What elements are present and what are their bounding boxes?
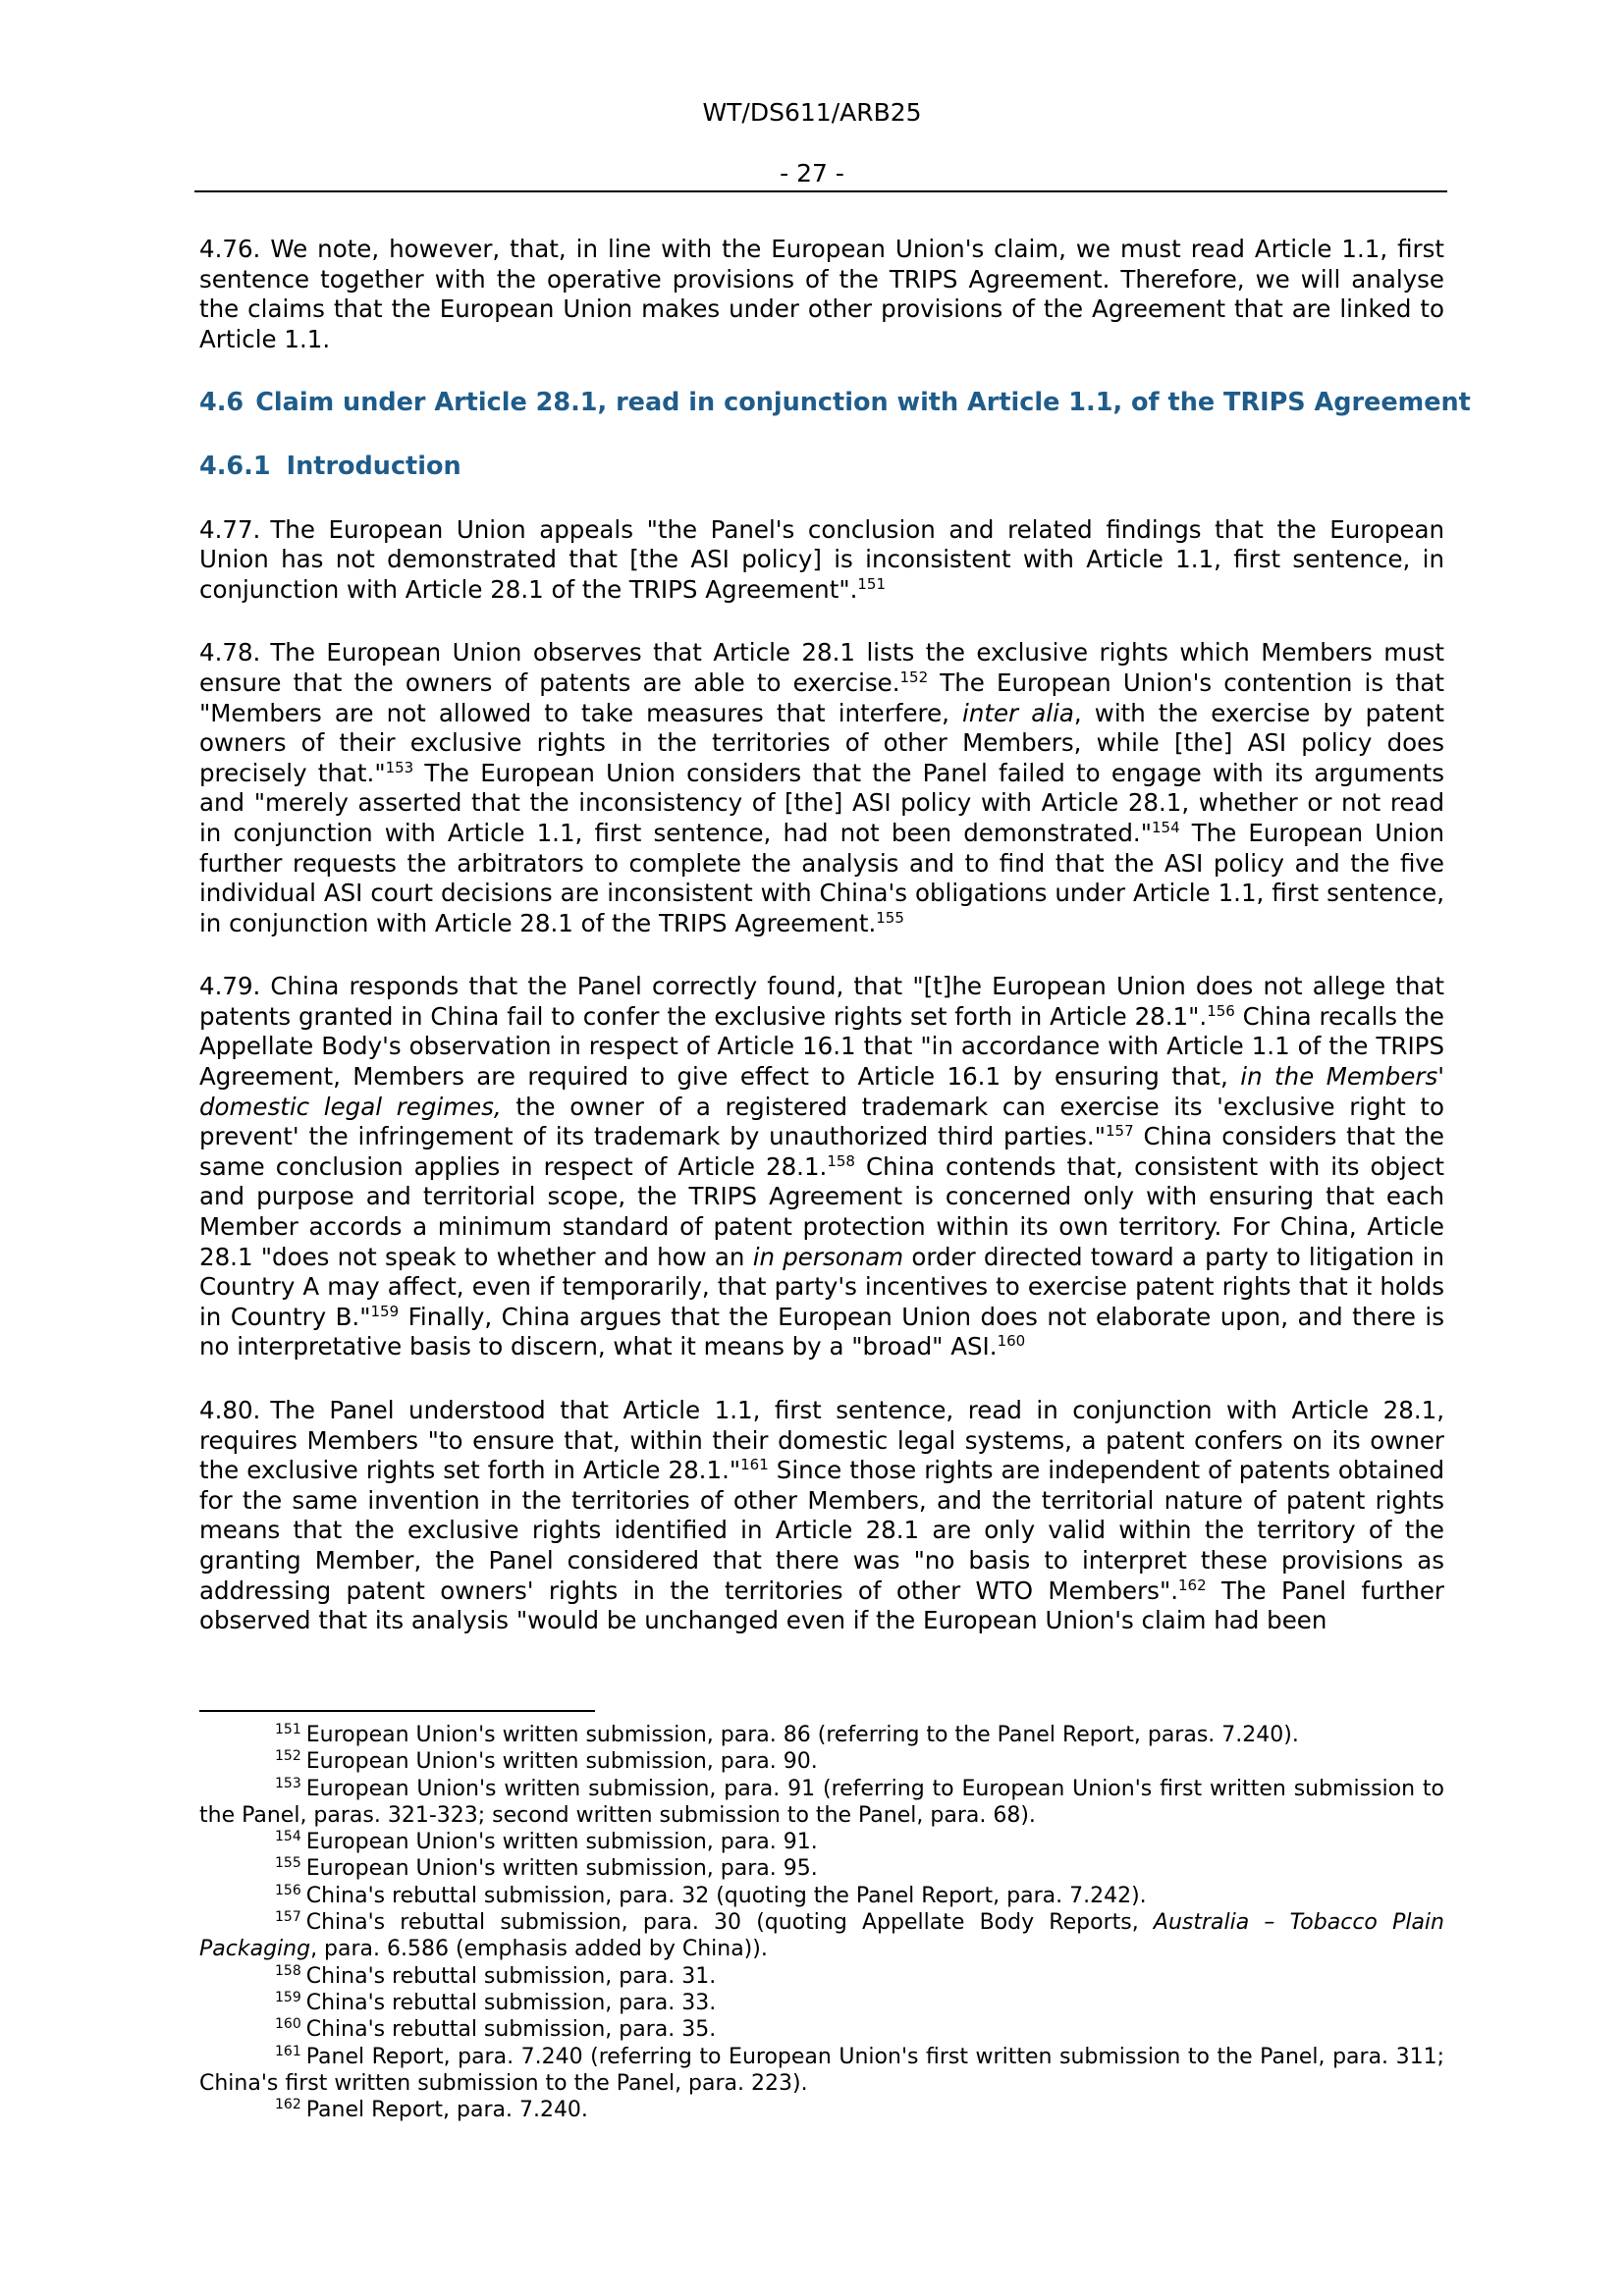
footnote-number: 157: [275, 1909, 301, 1926]
footnote-separator: [199, 1710, 595, 1712]
footnote-number: 159: [275, 1989, 301, 2005]
footnote-154: [199, 1829, 1444, 1855]
footnote-number: 153: [275, 1775, 301, 1791]
footnote-text: European Union's written submission, para. 95.: [305, 1856, 818, 1882]
footnote-ref[interactable]: 162: [1178, 1575, 1207, 1594]
footnote-151: [199, 1722, 1444, 1748]
paragraph-number: 4.77.: [199, 514, 261, 544]
body-text: [199, 235, 1471, 1670]
footnote-number: 151: [275, 1722, 301, 1737]
paragraph-text: The Panel further observed that its analysis "would be unchanged even if the European Union's claim had been: [199, 1575, 1444, 1635]
footnote-ref[interactable]: 152: [899, 667, 929, 686]
footnote-text: , para. 6.586 (emphasis added by China)).: [310, 1937, 768, 1962]
footnote-text: European Union's written submission, para. 91.: [305, 1830, 818, 1855]
paragraph-text: China responds that the Panel correctly found, that "[t]he European Union does not allege that patents granted in China fail to confer the exclusive rights set forth in Article 28.1".: [199, 972, 1444, 1031]
footnote-155: [199, 1855, 1444, 1882]
paragraph-number: 4.76.: [199, 235, 261, 263]
footnote-text: European Union's written submission, para. 90.: [305, 1749, 818, 1775]
footnote-152: [199, 1748, 1444, 1775]
footnote-162: [199, 2097, 1444, 2123]
paragraph-4-79: [199, 972, 1444, 1362]
paragraph-text: The European Union appeals "the Panel's conclusion and related findings that the European Union has not demonstrated that [the ASI policy] is inconsistent with Article 1.1, first sentence, in conjunction with Article 28.1 of the TRIPS Agreement".: [199, 514, 1444, 604]
section-title: Claim under Article 28.1, read in conjunction with Article 1.1, of the TRIPS Agreement: [255, 388, 1471, 418]
header-divider: [194, 190, 1447, 192]
footnote-ref[interactable]: 160: [997, 1332, 1026, 1351]
footnote-text: Panel Report, para. 7.240 (referring to European Union's first written submission to the Panel, para. 311; China's first written submission to the Panel, para. 223).: [199, 2044, 1444, 2096]
paragraph-4-78: [199, 638, 1444, 938]
paragraph-text: We note, however, that, in line with the European Union's claim, we must read Article 1.1, first sentence together with the operative provisions of the TRIPS Agreement. Therefore, we will analyse the claims that the European Union makes under other provisions of the Agreement that are linked to Article 1.1.: [199, 235, 1444, 353]
footnote-ref[interactable]: 153: [385, 758, 414, 776]
paragraph-text: Finally, China argues that the European Union does not elaborate upon, and there is no interpretative basis to discern, what it means by a "broad" ASI.: [199, 1302, 1445, 1362]
footnote-number: 160: [275, 2016, 301, 2033]
footnote-number: 162: [275, 2097, 301, 2113]
footnote-158: [199, 1963, 1444, 1990]
footnote-text: China's rebuttal submission, para. 35.: [305, 2017, 717, 2043]
paragraph-text: China considers that the same conclusion applies in respect of Article 28.1.: [199, 1122, 1444, 1181]
paragraph-4-77: [199, 515, 1444, 606]
paragraph-number: 4.79.: [199, 972, 261, 1001]
paragraph-text: the owner of a registered trademark can exercise its 'exclusive right to prevent' the infringement of its trademark by unauthorized third parties.": [199, 1092, 1445, 1151]
footnote-number: 158: [275, 1962, 301, 1979]
paragraph-text: China contends that, consistent with its object and purpose and territorial scope, the TRIPS Agreement is concerned only with ensuring that each Member accords a minimum standard of patent protection within its own territory. For China, Article 28.1 "does not speak to whether and how an: [199, 1151, 1444, 1271]
footnote-text: Panel Report, para. 7.240.: [305, 2098, 588, 2123]
footnote-text: China's rebuttal submission, para. 32 (quoting the Panel Report, para. 7.242).: [305, 1883, 1147, 1908]
page-number: - 27 -: [780, 159, 844, 187]
footnote-ref[interactable]: 161: [740, 1456, 769, 1474]
section-heading-4-6-1: [199, 452, 1444, 482]
section-heading-4-6: [199, 388, 1471, 418]
paragraph-number: 4.80.: [199, 1396, 261, 1424]
footnote-number: 156: [275, 1882, 301, 1898]
footnote-text: China's rebuttal submission, para. 30 (quoting Appellate Body Reports,: [305, 1910, 1154, 1936]
paragraph-4-76: [199, 235, 1444, 354]
footnote-160: [199, 2016, 1444, 2043]
case-title: Australia – Tobacco Plain Packaging: [199, 1910, 1444, 1962]
footnote-ref[interactable]: 159: [370, 1302, 400, 1320]
footnote-number: 155: [275, 1855, 301, 1872]
footnote-ref[interactable]: 155: [876, 908, 904, 927]
footnotes: [199, 1722, 1444, 2123]
footnote-157: [199, 1909, 1444, 1963]
section-number: 4.6.1: [199, 451, 271, 481]
footnote-ref[interactable]: 151: [857, 574, 887, 593]
footnote-number: 154: [275, 1829, 301, 1845]
paragraph-text: Since those rights are independent of patents obtained for the same invention in the territories of other Members, and the territorial nature of patent rights means that the exclusive rights identified in Article 28.1 are only valid within the territory of the granting Member, the Panel considered that there was "no basis to interpret these provisions as addressing patent owners' rights in the territories of other WTO Members".: [199, 1456, 1444, 1605]
footnote-ref[interactable]: 157: [1105, 1122, 1134, 1141]
footnote-153: [199, 1776, 1444, 1830]
section-title: Introduction: [286, 451, 461, 481]
document-symbol: WT/DS611/ARB25: [702, 98, 922, 127]
footnote-number: 152: [275, 1748, 301, 1765]
footnote-text: China's rebuttal submission, para. 31.: [305, 1963, 717, 1989]
footnote-text: European Union's written submission, para. 91 (referring to European Union's first written submission to the Panel, paras. 321-323; second written submission to the Panel, para. 68).: [199, 1776, 1444, 1828]
paragraph-number: 4.78.: [199, 638, 261, 667]
paragraph-4-80: [199, 1396, 1444, 1636]
footnote-159: [199, 1990, 1444, 2016]
footnote-ref[interactable]: 154: [1151, 818, 1180, 836]
paragraph-text: The European Union observes that Article 28.1 lists the exclusive rights which Members must ensure that the owners of patents are able to exercise.: [199, 638, 1444, 697]
paragraph-text: order directed toward a party to litigation in Country A may affect, even if temporarily, that party's incentives to exercise patent rights that it holds in Country B.": [199, 1242, 1445, 1331]
emphasis-text: in personam: [752, 1242, 904, 1271]
footnote-text: European Union's written submission, para. 86 (referring to the Panel Report, paras. 7.240).: [305, 1723, 1299, 1747]
paragraph-text: The Panel understood that Article 1.1, first sentence, read in conjunction with Article 28.1, requires Members "to ensure that, within their domestic legal systems, a patent confers on its owner the exclusive rights set forth in Article 28.1.": [199, 1396, 1444, 1485]
footnote-161: [199, 2044, 1444, 2098]
paragraph-text: , with the exercise by patent owners of their exclusive rights in the territories of other Members, while [the] ASI policy does precisely that.": [199, 698, 1445, 787]
footnote-text: China's rebuttal submission, para. 33.: [305, 1990, 717, 2015]
section-number: 4.6: [199, 388, 244, 418]
paragraph-text: The European Union's contention is that "Members are not allowed to take measures that interfere,: [199, 667, 1444, 727]
footnote-156: [199, 1883, 1444, 1909]
footnote-ref[interactable]: 156: [1207, 1001, 1235, 1020]
paragraph-text: China recalls the Appellate Body's observation in respect of Article 16.1 that "in accordance with Article 1.1 of the TRIPS Agreement, Members are required to give effect to Article 16.1 by ensuring that,: [199, 1001, 1444, 1092]
paragraph-text: The European Union considers that the Panel failed to engage with its arguments and "merely asserted that the inconsistency of [the] ASI policy with Article 28.1, whether or not read in conjunction with Article 1.1, first sentence, had not been demonstrated.": [199, 758, 1444, 847]
emphasis-text: inter alia: [962, 698, 1074, 727]
emphasis-text: in the Members' domestic legal regimes,: [199, 1062, 1444, 1121]
footnote-number: 161: [275, 2043, 301, 2059]
paragraph-text: The European Union further requests the arbitrators to complete the analysis and to find that the ASI policy and the five individual ASI court decisions are inconsistent with China's obligations under Article 1.1, first sentence, in conjunction with Article 28.1 of the TRIPS Agreement.: [199, 818, 1445, 937]
footnote-ref[interactable]: 158: [827, 1151, 855, 1170]
